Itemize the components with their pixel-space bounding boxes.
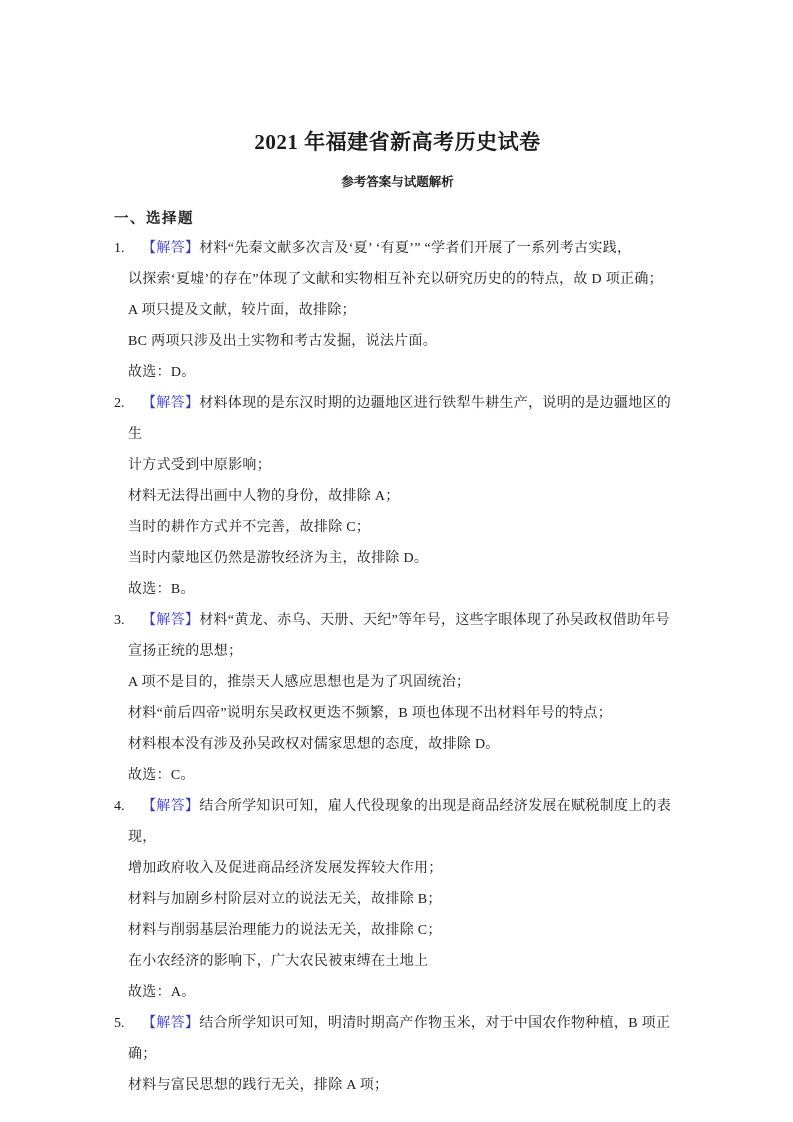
question-item <box>114 233 681 388</box>
answer-line: A 项不是目的，推崇天人感应思想也是为了巩固统治； <box>128 675 471 690</box>
question-item <box>114 388 681 605</box>
answer-first-line <box>128 605 681 636</box>
answer-first-line <box>128 1008 681 1070</box>
answer-line: 宣扬正统的思想； <box>128 644 243 659</box>
answer-text: 材料体现的是东汉时期的边疆地区进行铁犁牛耕生产，说明的是边疆地区的生 <box>128 396 672 442</box>
answer-line: 计方式受到中原影响； <box>128 458 271 473</box>
question-number: 5. <box>114 1016 125 1031</box>
answer-line: 材料无法得出画中人物的身份，故排除 A； <box>128 489 400 504</box>
answer-line: 材料与削弱基层治理能力的说法无关，故排除 C； <box>128 923 442 938</box>
answer-marker: 【解答】 <box>142 241 200 256</box>
answer-line: 当时内蒙地区仍然是游牧经济为主，故排除 D。 <box>128 551 429 566</box>
question-item <box>114 605 681 791</box>
answer-text: 材料“黄龙、赤乌、天册、天纪”等年号，这些字眼体现了孙吴政权借助年号 <box>199 613 670 628</box>
answer-text: 材料“先秦文献多次言及‘夏’ ‘有夏’” “学者们开展了一系列考古实践， <box>199 241 632 256</box>
answer-first-line <box>128 388 681 450</box>
answer-line: 当时的耕作方式并不完善，故排除 C； <box>128 520 371 535</box>
question-item <box>114 1008 681 1101</box>
answer-marker: 【解答】 <box>142 1016 200 1031</box>
questions-list <box>114 233 681 1101</box>
answer-line: 材料与加剧乡村阶层对立的说法无关，故排除 B； <box>128 892 442 907</box>
answer-line: 增加政府收入及促进商品经济发展发挥较大作用； <box>128 861 443 876</box>
question-number: 2. <box>114 396 125 411</box>
answer-line: 材料“前后四帝”说明东吴政权更迭不频繁，B 项也体现不出材料年号的特点； <box>128 706 613 721</box>
answer-marker: 【解答】 <box>142 396 200 411</box>
answer-line: 材料根本没有涉及孙吴政权对儒家思想的态度，故排除 D。 <box>128 737 500 752</box>
answer-line: BC 两项只涉及出土实物和考古发掘，说法片面。 <box>128 334 438 349</box>
answer-marker: 【解答】 <box>142 799 200 814</box>
question-item <box>114 791 681 1008</box>
answer-line: 在小农经济的影响下，广大农民被束缚在土地上 <box>128 954 429 969</box>
answer-line: 材料与富民思想的践行无关，排除 A 项； <box>128 1078 389 1093</box>
document-title: 2021 年福建省新高考历史试卷 <box>254 130 541 154</box>
answer-text: 结合所学知识可知，明清时期高产作物玉米，对于中国农作物种植，B 项正确； <box>128 1016 671 1062</box>
answer-marker: 【解答】 <box>142 613 200 628</box>
answer-first-line <box>128 791 681 853</box>
answer-first-line <box>128 233 681 264</box>
answer-text: 结合所学知识可知，雇人代役现象的出现是商品经济发展在赋税制度上的表现， <box>128 799 672 845</box>
answer-line: 以探索‘夏墟’的存在”体现了文献和实物相互补充以研究历史的的特点，故 D 项正确； <box>128 272 663 287</box>
document-subtitle: 参考答案与试题解析 <box>341 175 454 189</box>
question-number: 3. <box>114 613 125 628</box>
answer-line: 故选：A。 <box>128 985 196 1000</box>
answer-line: A 项只提及文献，较片面，故排除； <box>128 303 356 318</box>
question-number: 1. <box>114 241 125 256</box>
section-heading: 一、选择题 <box>114 211 194 227</box>
answer-line: 故选：C。 <box>128 768 195 783</box>
answer-line: 故选：D。 <box>128 365 196 380</box>
answer-line: 故选：B。 <box>128 582 195 597</box>
question-number: 4. <box>114 799 125 814</box>
